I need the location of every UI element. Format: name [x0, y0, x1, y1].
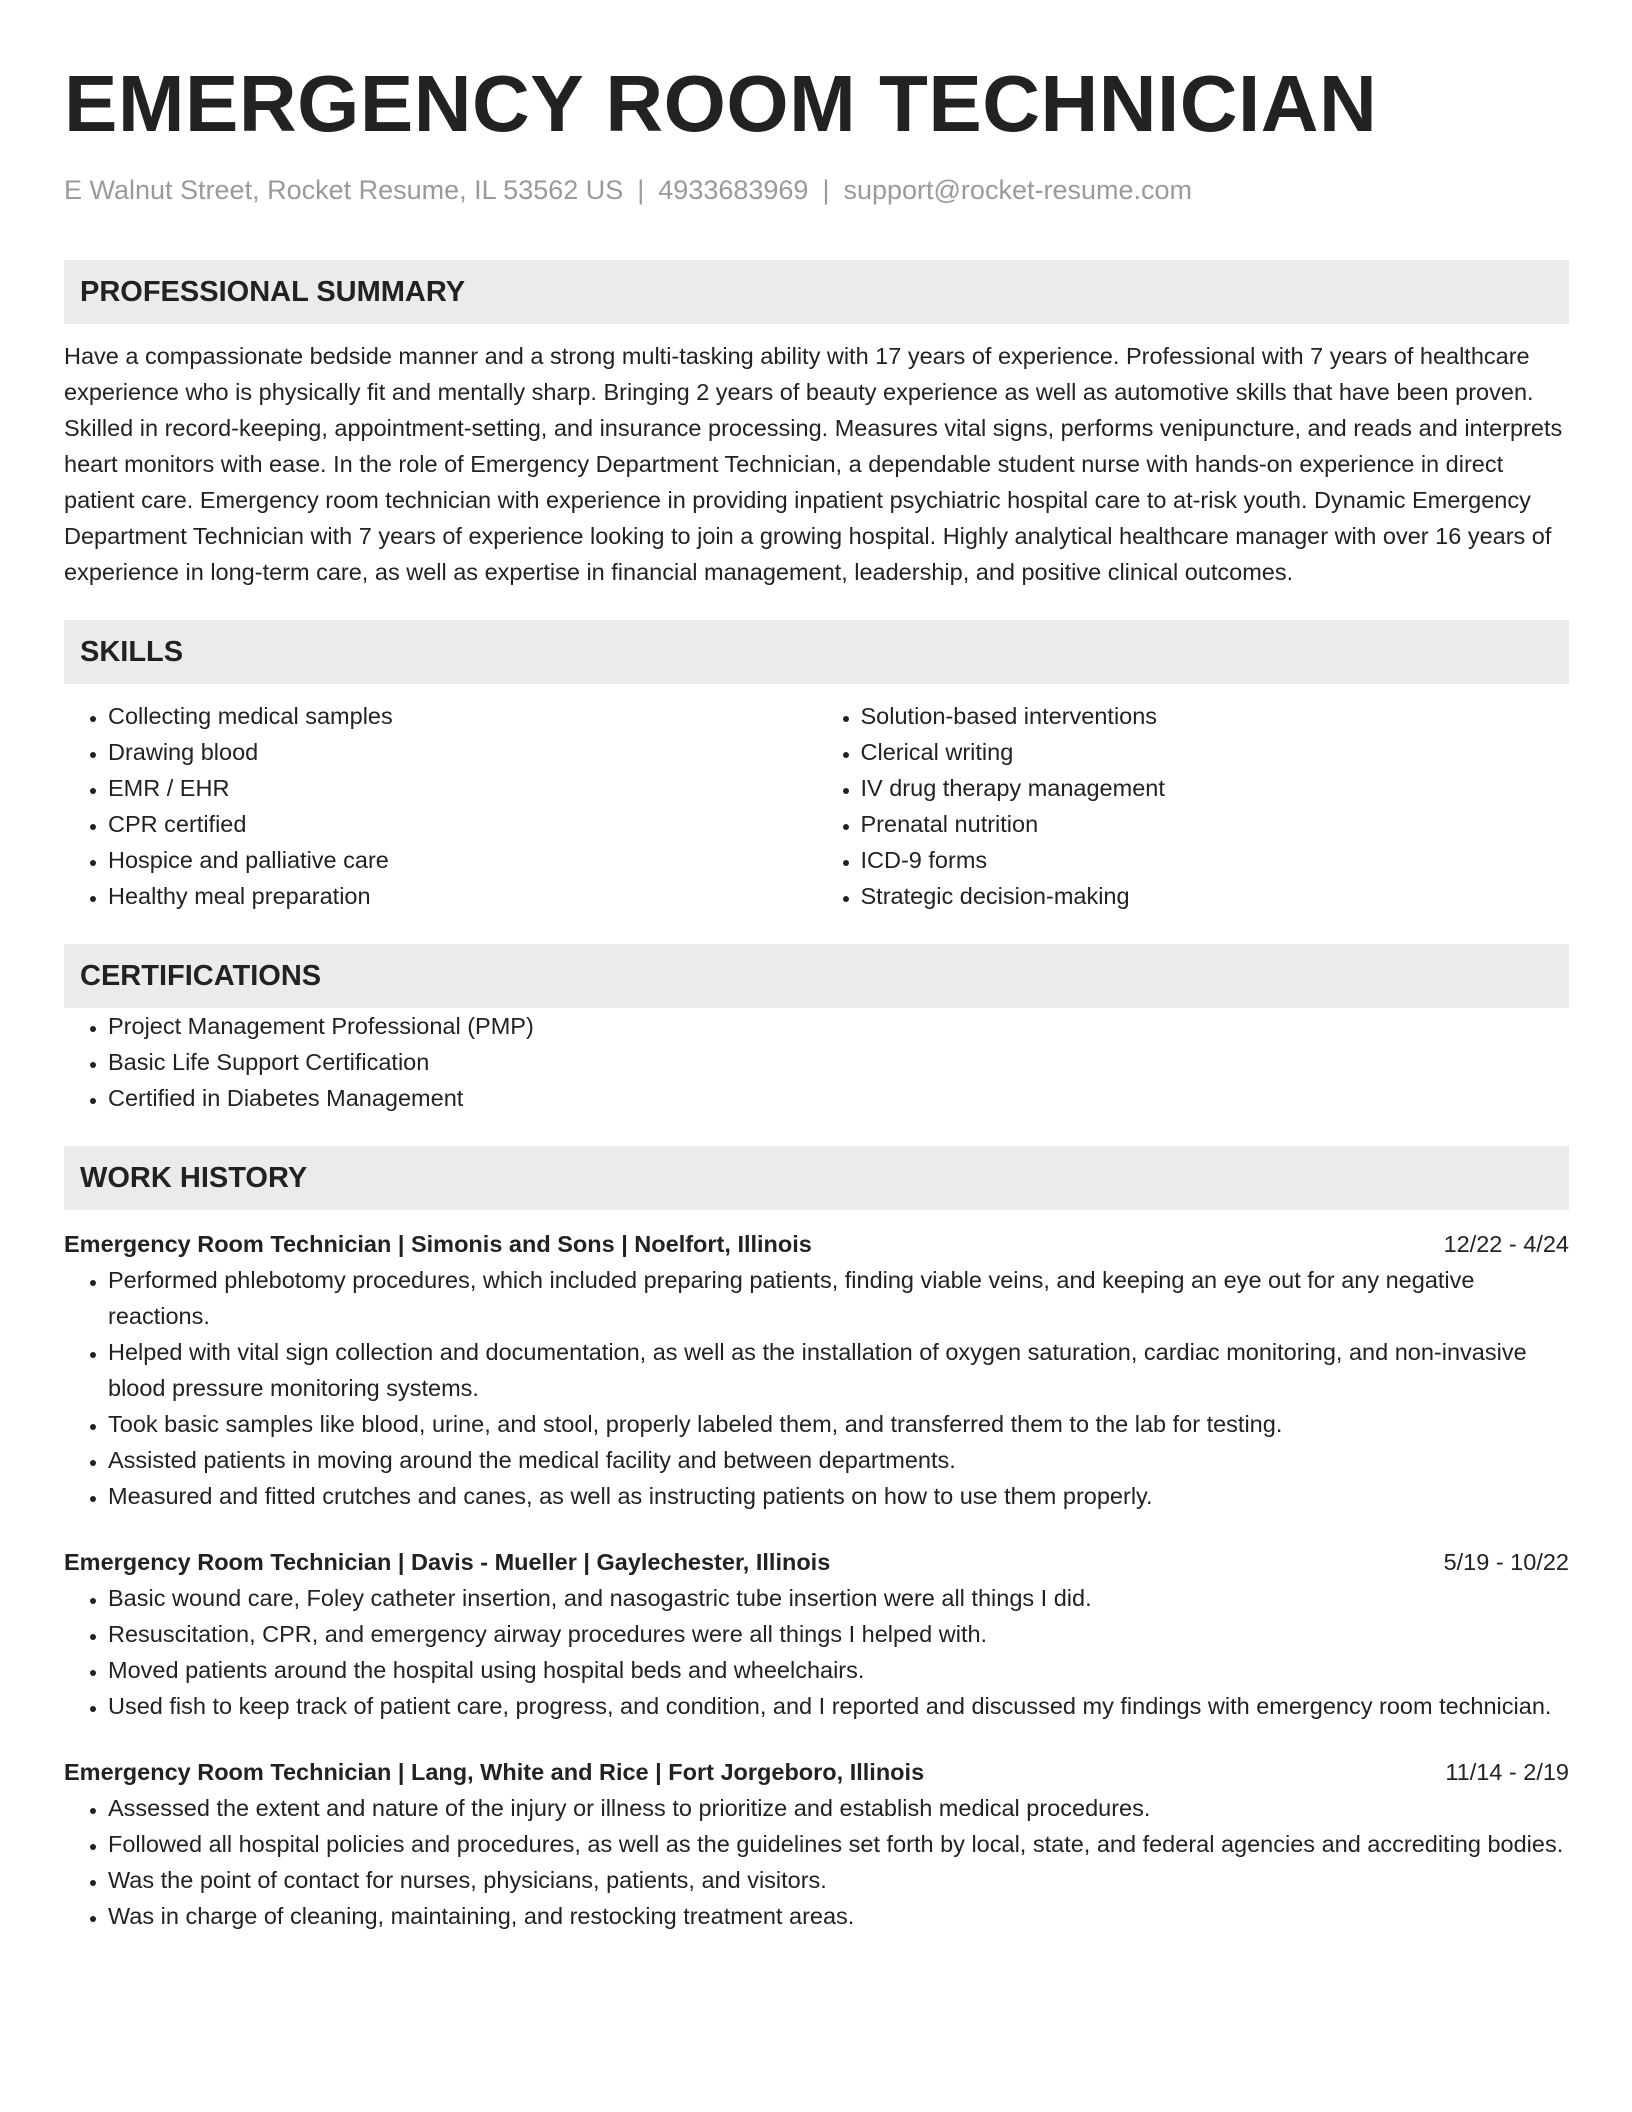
job-header: [64, 1226, 1569, 1262]
job-duties-list: [64, 1580, 1569, 1724]
contact-separator: |: [822, 175, 830, 205]
skills-columns: [64, 698, 1569, 914]
section-heading-work-history: WORK HISTORY: [64, 1146, 1569, 1210]
job-dates: 11/14 - 2/19: [1445, 1759, 1569, 1785]
skill-item: • Prenatal nutrition: [861, 806, 1570, 842]
skill-item: • ICD-9 forms: [861, 842, 1570, 878]
skill-item: • IV drug therapy management: [861, 770, 1570, 806]
skill-item: • Drawing blood: [108, 734, 817, 770]
job-duties-list: [64, 1262, 1569, 1514]
job-title: Emergency Room Technician | Simonis and Sons | Noelfort, Illinois: [64, 1231, 812, 1257]
job-duty: • Helped with vital sign collection and documentation, as well as the installation of oxygen saturation, cardiac monitoring, and non-invasive blood pressure monitoring systems.: [108, 1334, 1569, 1406]
certification-item: • Project Management Professional (PMP): [108, 1008, 1569, 1044]
job-duty: • Was the point of contact for nurses, physicians, patients, and visitors.: [108, 1862, 1569, 1898]
contact-phone: 4933683969: [658, 175, 809, 205]
certifications-list: [64, 1008, 1569, 1116]
job-duty: • Measured and fitted crutches and canes, as well as instructing patients on how to use them properly.: [108, 1478, 1569, 1514]
job-entry: [64, 1754, 1569, 1934]
job-duty: • Assisted patients in moving around the medical facility and between departments.: [108, 1442, 1569, 1478]
skill-item: • EMR / EHR: [108, 770, 817, 806]
certification-item: • Certified in Diabetes Management: [108, 1080, 1569, 1116]
skill-item: • Healthy meal preparation: [108, 878, 817, 914]
skill-item: • Clerical writing: [861, 734, 1570, 770]
skills-list-right: [817, 698, 1570, 914]
job-dates: 12/22 - 4/24: [1443, 1231, 1569, 1257]
job-entry: [64, 1544, 1569, 1724]
certification-item: • Basic Life Support Certification: [108, 1044, 1569, 1080]
job-duty: • Was in charge of cleaning, maintaining, and restocking treatment areas.: [108, 1898, 1569, 1934]
job-duty: • Followed all hospital policies and procedures, as well as the guidelines set forth by local, state, and federal agencies and accrediting bodies.: [108, 1826, 1569, 1862]
contact-email: support@rocket-resume.com: [843, 175, 1192, 205]
skills-list-left: [64, 698, 817, 914]
job-title: Emergency Room Technician | Lang, White and Rice | Fort Jorgeboro, Illinois: [64, 1759, 925, 1785]
job-duty: • Assessed the extent and nature of the injury or illness to prioritize and establish medical procedures.: [108, 1790, 1569, 1826]
skill-item: • Hospice and palliative care: [108, 842, 817, 878]
section-heading-certifications: CERTIFICATIONS: [64, 944, 1569, 1008]
job-header: [64, 1754, 1569, 1790]
contact-line: [64, 172, 1569, 208]
skill-item: • Strategic decision-making: [861, 878, 1570, 914]
contact-address: E Walnut Street, Rocket Resume, IL 53562 US: [64, 175, 624, 205]
job-duty: • Basic wound care, Foley catheter insertion, and nasogastric tube insertion were all things I did.: [108, 1580, 1569, 1616]
skill-item: • Collecting medical samples: [108, 698, 817, 734]
skill-item: • CPR certified: [108, 806, 817, 842]
section-heading-skills: SKILLS: [64, 620, 1569, 684]
job-header: [64, 1544, 1569, 1580]
job-duty: • Resuscitation, CPR, and emergency airway procedures were all things I helped with.: [108, 1616, 1569, 1652]
job-duty: • Moved patients around the hospital using hospital beds and wheelchairs.: [108, 1652, 1569, 1688]
job-duties-list: [64, 1790, 1569, 1934]
candidate-name: EMERGENCY ROOM TECHNICIAN: [64, 59, 1378, 148]
job-entry: [64, 1226, 1569, 1514]
contact-separator: |: [637, 175, 645, 205]
job-duty: • Took basic samples like blood, urine, and stool, properly labeled them, and transferred them to the lab for testing.: [108, 1406, 1569, 1442]
job-title: Emergency Room Technician | Davis - Mueller | Gaylechester, Illinois: [64, 1549, 831, 1575]
section-heading-summary: PROFESSIONAL SUMMARY: [64, 260, 1569, 324]
skill-item: • Solution-based interventions: [861, 698, 1570, 734]
job-dates: 5/19 - 10/22: [1443, 1549, 1569, 1575]
summary-text: Have a compassionate bedside manner and a strong multi-tasking ability with 17 years of experience. Professional with 7 years of healthcare experience who is physically fit and mentally sharp. Bringing 2 years of beauty experience as well as automotive skills that have been proven. Skilled in record-keeping, appointment-setting, and insurance processing. Measures vital signs, performs venipuncture, and reads and interprets heart monitors with ease. In the role of Emergency Department Technician, a dependable student nurse with hands-on experience in direct patient care. Emergency room technician with experience in providing inpatient psychiatric hospital care to at-risk youth. Dynamic Emergency Department Technician with 7 years of experience looking to join a growing hospital. Highly analytical healthcare manager with over 16 years of experience in long-term care, as well as expertise in financial management, leadership, and positive clinical outcomes.: [64, 343, 1563, 585]
job-duty: • Performed phlebotomy procedures, which included preparing patients, finding viable veins, and keeping an eye out for any negative reactions.: [108, 1262, 1569, 1334]
job-duty: • Used fish to keep track of patient care, progress, and condition, and I reported and discussed my findings with emergency room technician.: [108, 1688, 1569, 1724]
resume-page: [64, 0, 1569, 1934]
